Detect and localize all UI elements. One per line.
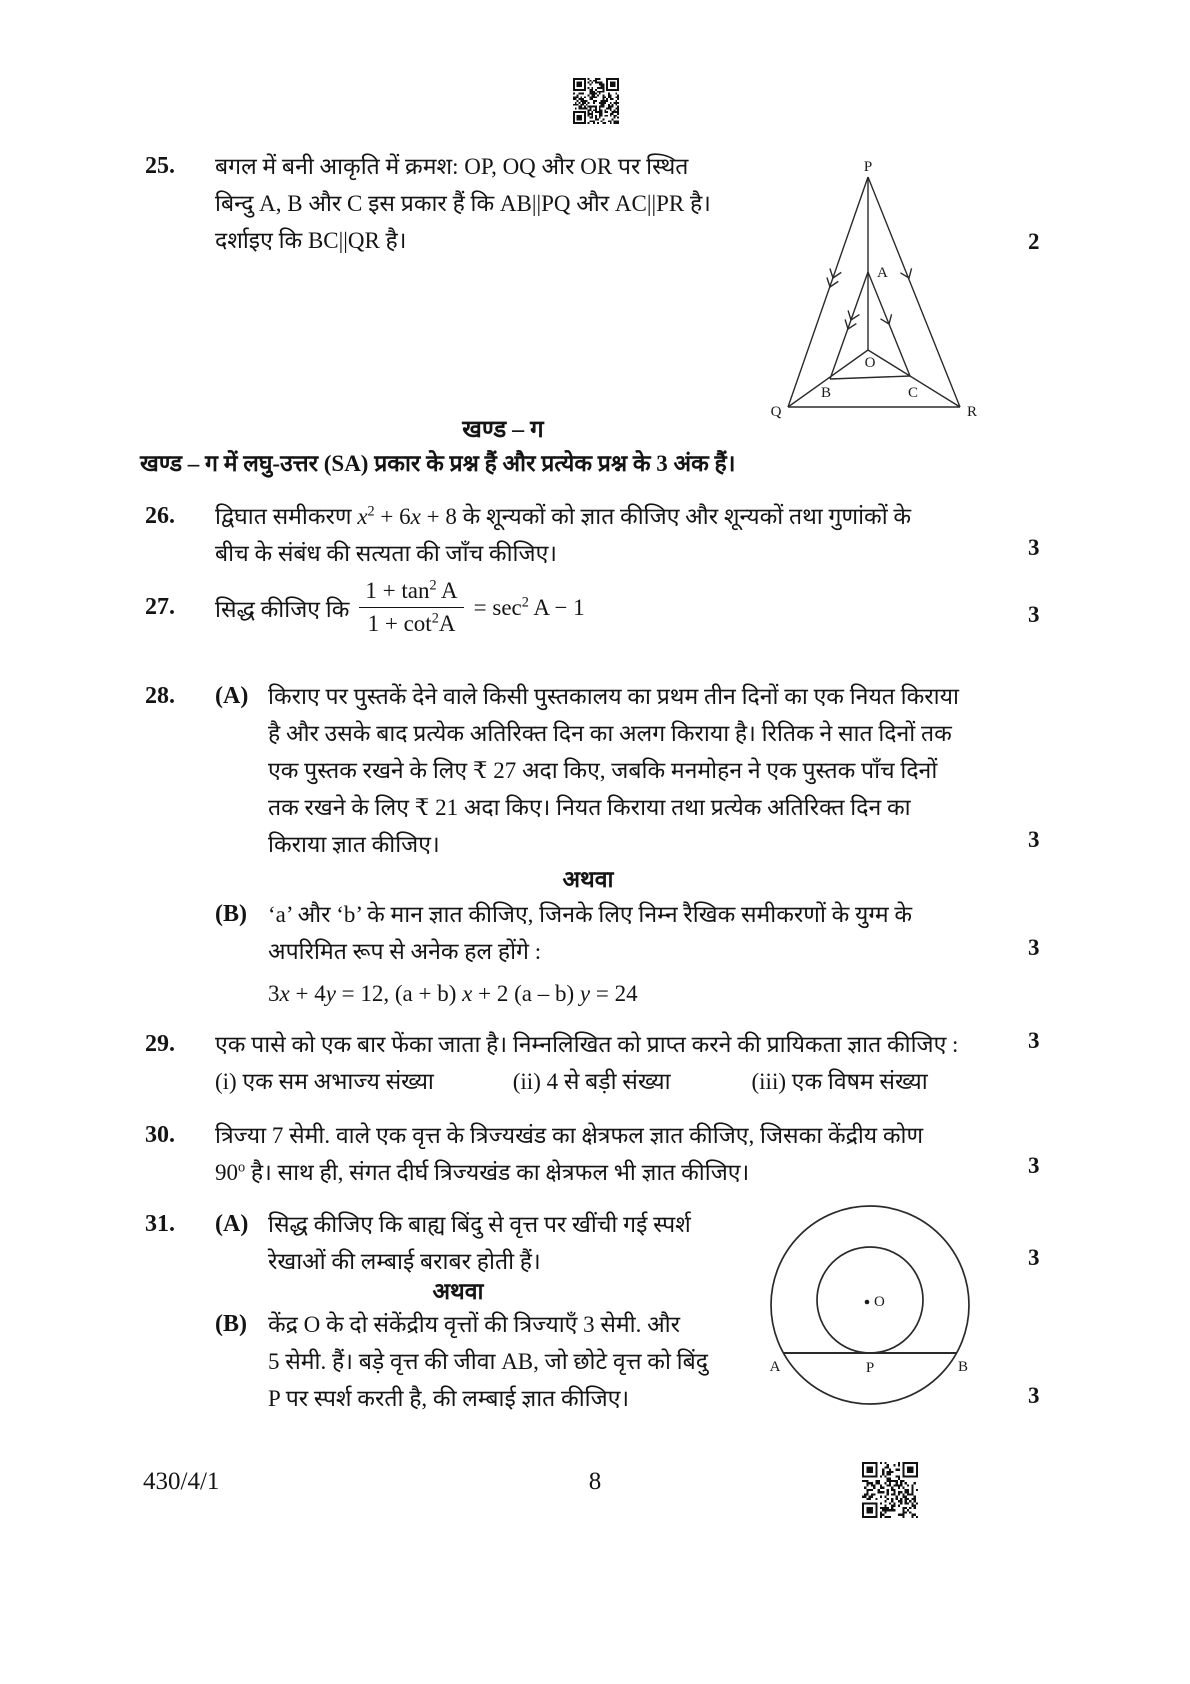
label-C: C [907, 385, 919, 401]
marks-q30: 3 [1028, 1153, 1040, 1178]
text-line: सिद्ध कीजिए कि बाह्य बिंदु से वृत्त पर खींची गई स्पर्श [268, 1212, 691, 1237]
text-line: त्रिज्या 7 सेमी. वाले एक वृत्त के त्रिज्यखंड का क्षेत्रफल ज्ञात कीजिए, जिसका केंद्रीय कोण [215, 1123, 924, 1148]
text-line: द्विघात समीकरण $x^2 + 6x + 8$ के शून्यकों को ज्ञात कीजिए और शून्यकों तथा गुणांकों के [215, 503, 912, 529]
question-29 [145, 1026, 958, 1100]
label-P: P [865, 1360, 875, 1376]
question-30 [145, 1117, 923, 1191]
question-26-number: 26. [145, 503, 175, 529]
or-label-q28: अथवा [562, 867, 614, 892]
marks-q31b: 3 [1028, 1383, 1040, 1408]
question-26-text [215, 498, 911, 572]
question-29-text [215, 1026, 958, 1100]
text-line: बिन्दु A, B और C इस प्रकार हैं कि AB||PQ और AC||PR है। [215, 191, 711, 216]
question-31b [145, 1306, 708, 1417]
question-28b-text [268, 896, 912, 1012]
text-line: ‘a’ और ‘b’ के मान ज्ञात कीजिए, जिनके लिए निम्न रैखिक समीकरणों के युग्म के [268, 902, 913, 927]
fraction-denominator: $1 + \cot^2A$ [367, 610, 456, 636]
fraction-numerator: $1 + \tan^2 A$ [359, 578, 463, 608]
text-line: एक पासे को एक बार फेंका जाता है। निम्नलिखित को प्राप्त करने की प्रायिकता ज्ञात कीजिए : [215, 1032, 959, 1057]
question-25 [145, 148, 711, 259]
text-line: 5 सेमी. हैं। बड़े वृत्त की जीवा AB, जो छोटे वृत्त को बिंदु [268, 1349, 708, 1374]
question-25-text [215, 148, 711, 259]
figure-concentric-circles [755, 1200, 980, 1412]
q27-fraction [359, 578, 463, 637]
text-line: P पर स्पर्श करती है, की लम्बाई ज्ञात कीजिए। [268, 1386, 630, 1411]
marks-q26: 3 [1028, 535, 1040, 560]
question-29-number: 29. [145, 1031, 175, 1057]
label-A: A [769, 1359, 781, 1375]
text-line: एक पुस्तक रखने के लिए ₹ 27 अदा किए, जबकि मनमोहन ने एक पुस्तक पाँच दिनों [268, 758, 938, 783]
or-label-q31: अथवा [432, 1279, 484, 1304]
section-heading: खण्ड – ग [462, 417, 544, 443]
qr-code-top [573, 78, 619, 124]
label-O: O [864, 355, 876, 371]
question-28-number: 28. [145, 683, 175, 709]
marks-q28a: 3 [1028, 827, 1040, 852]
question-25-number: 25. [145, 153, 175, 179]
question-28b [145, 896, 912, 1012]
text-line: 90$^o$ है। साथ ही, संगत दीर्घ त्रिज्यखंड का क्षेत्रफल भी ज्ञात कीजिए। [215, 1159, 750, 1185]
question-27-statement [215, 578, 585, 637]
part-a-label: (A) [215, 683, 249, 709]
question-28 [145, 678, 959, 863]
question-31 [145, 1206, 691, 1280]
qr-code-bottom [862, 1462, 918, 1518]
question-27-number: 27. [145, 594, 175, 620]
part-b-label: (B) [215, 1311, 247, 1337]
question-30-text [215, 1117, 923, 1191]
question-30-number: 30. [145, 1122, 175, 1148]
qr-code-bottom-graphic [862, 1462, 918, 1518]
question-26 [145, 498, 911, 572]
option-ii: (ii) 4 से बड़ी संख्या [512, 1069, 671, 1094]
text-line: तक रखने के लिए ₹ 21 अदा किए। नियत किराया तथा प्रत्येक अतिरिक्त दिन का [268, 795, 911, 820]
text-line: केंद्र O के दो संकेंद्रीय वृत्तों की त्रिज्याएँ 3 सेमी. और [268, 1312, 681, 1337]
marks-q29: 3 [1028, 1028, 1040, 1053]
q27-rhs: = $\sec^2 A - 1$ [473, 593, 585, 620]
marks-q31a: 3 [1028, 1245, 1040, 1270]
option-i: (i) एक सम अभाज्य संख्या [215, 1069, 434, 1094]
marks-q25: 2 [1028, 229, 1040, 254]
label-O: O [874, 1294, 885, 1310]
paper-code: 430/4/1 [143, 1468, 220, 1495]
text-line: है और उसके बाद प्रत्येक अतिरिक्त दिन का अलग किराया है। रितिक ने सात दिनों तक [268, 721, 952, 746]
text-line: अपरिमित रूप से अनेक हल होंगे : [268, 939, 542, 964]
option-row [215, 1063, 958, 1100]
qr-code-top-graphic [573, 78, 619, 124]
label-Q: Q [770, 404, 782, 420]
text-line: रेखाओं की लम्बाई बराबर होती हैं। [268, 1249, 541, 1274]
question-31b-text [268, 1306, 708, 1417]
text-line: बीच के संबंध की सत्यता की जाँच कीजिए। [215, 541, 558, 566]
question-31-number: 31. [145, 1211, 175, 1237]
question-31a-text [268, 1206, 691, 1280]
text-line: किराया ज्ञात कीजिए। [268, 832, 440, 857]
equation-line: 3x + 4y = 12, (a + b) x + 2 (a – b) y = 24 [268, 981, 638, 1006]
label-B: B [957, 1359, 969, 1375]
triangle-figure-graphic [750, 155, 990, 420]
part-b-label: (B) [215, 901, 247, 927]
text-line: दर्शाइए कि BC||QR है। [215, 228, 407, 253]
q27-prefix: सिद्ध कीजिए कि [215, 596, 350, 622]
question-27 [145, 578, 585, 637]
question-28a-text [268, 678, 959, 863]
section-instruction: खण्ड – ग में लघु-उत्तर (SA) प्रकार के प्रश्न हैं और प्रत्येक प्रश्न के 3 अंक हैं। [140, 451, 736, 476]
text-line: किराए पर पुस्तकें देने वाले किसी पुस्तकालय का प्रथम तीन दिनों का एक नियत किराया [268, 684, 959, 709]
label-A: A [877, 265, 888, 281]
figure-triangle-pqr [750, 155, 990, 420]
marks-q28b: 3 [1028, 935, 1040, 960]
part-a-label: (A) [215, 1211, 249, 1237]
label-B: B [820, 385, 832, 401]
label-R: R [966, 404, 978, 420]
option-iii: (iii) एक विषम संख्या [751, 1069, 928, 1094]
label-P: P [863, 159, 873, 175]
text-line: बगल में बनी आकृति में क्रमश: OP, OQ और OR पर स्थित [215, 154, 689, 179]
circles-figure-graphic [755, 1200, 980, 1412]
page-number: 8 [588, 1468, 602, 1495]
marks-q27: 3 [1028, 602, 1040, 627]
